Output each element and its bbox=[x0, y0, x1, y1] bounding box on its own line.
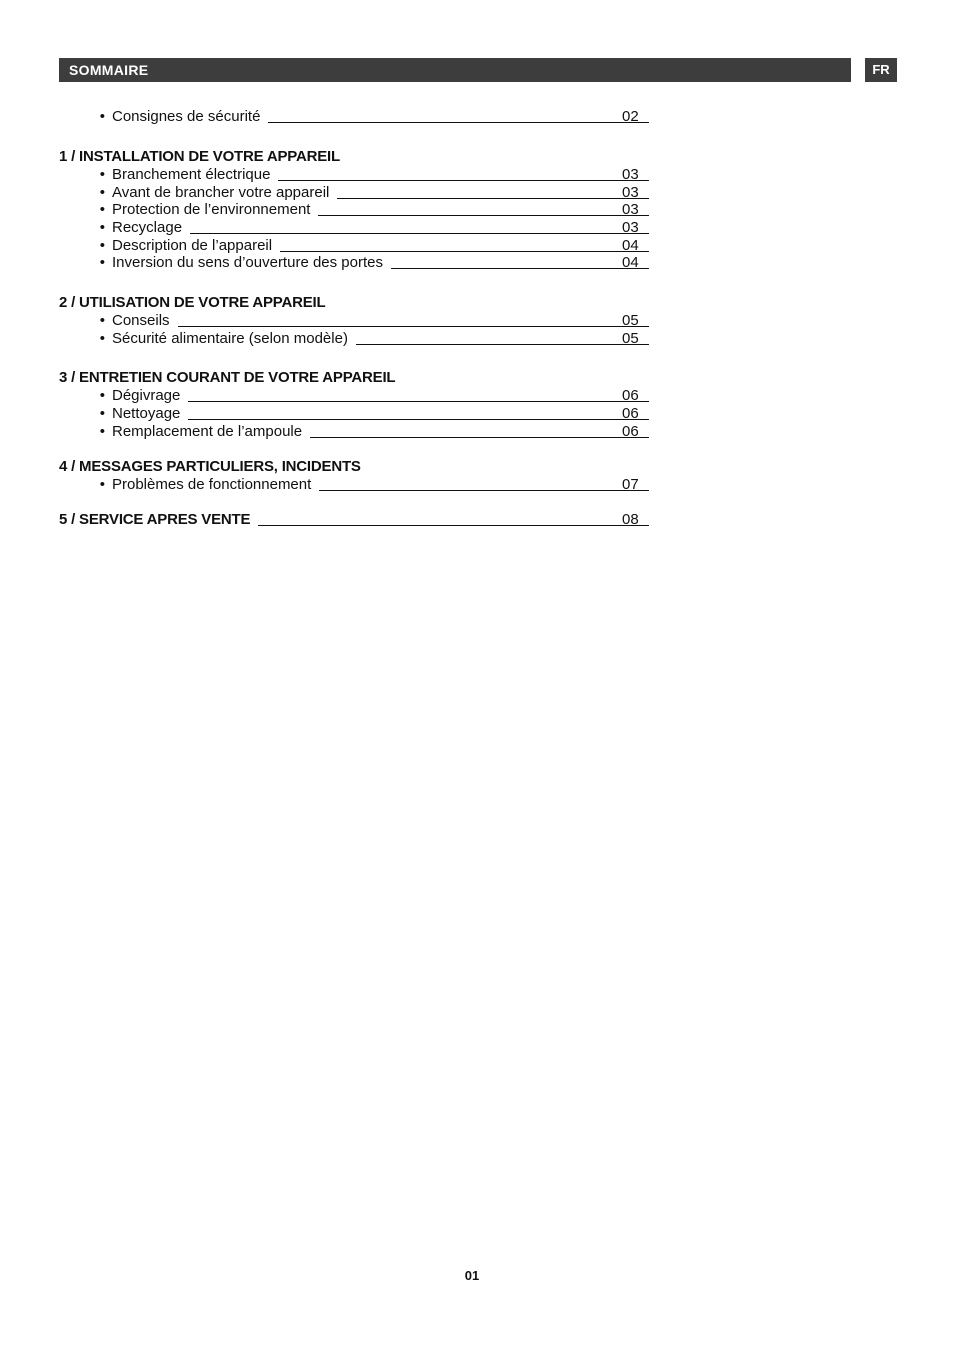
toc-entry[interactable]: • Protection de l’environnement 03 bbox=[59, 201, 649, 219]
toc-page: 05 bbox=[622, 330, 639, 347]
toc-page: 06 bbox=[622, 405, 639, 422]
section-header-bar bbox=[59, 58, 851, 82]
language-badge: FR bbox=[865, 58, 897, 82]
page-number: 01 bbox=[464, 1268, 480, 1283]
leader-line bbox=[278, 180, 649, 181]
toc-entry[interactable]: • Description de l’appareil 04 bbox=[59, 237, 649, 255]
toc-entry[interactable]: • Conseils 05 bbox=[59, 312, 649, 330]
leader-line bbox=[310, 437, 649, 438]
toc-entry[interactable]: • Inversion du sens d’ouverture des portes 04 bbox=[59, 254, 649, 272]
toc-section-title[interactable]: 4 / MESSAGES PARTICULIERS, INCIDENTS bbox=[59, 458, 361, 475]
toc-page: 08 bbox=[622, 511, 639, 528]
toc-entry[interactable]: • Nettoyage 06 bbox=[59, 405, 649, 423]
leader-line bbox=[188, 401, 649, 402]
toc-page: 03 bbox=[622, 166, 639, 183]
toc-entry[interactable]: • Problèmes de fonctionnement 07 bbox=[59, 476, 649, 494]
leader-line bbox=[178, 326, 649, 327]
toc-page: 04 bbox=[622, 237, 639, 254]
toc-entry[interactable]: • Recyclage 03 bbox=[59, 219, 649, 237]
toc-page: 03 bbox=[622, 219, 639, 236]
toc-page: 04 bbox=[622, 254, 639, 271]
header-title: SOMMAIRE bbox=[69, 62, 149, 78]
leader-line bbox=[337, 198, 649, 199]
leader-line bbox=[188, 419, 649, 420]
toc-section-title[interactable]: 5 / SERVICE APRES VENTE 08 bbox=[59, 511, 649, 529]
toc-entry[interactable]: • Sécurité alimentaire (selon modèle) 05 bbox=[59, 330, 649, 348]
toc-entry[interactable]: • Avant de brancher votre appareil 03 bbox=[59, 184, 649, 202]
toc-entry[interactable]: • Consignes de sécurité 02 bbox=[59, 108, 649, 126]
toc-entry[interactable]: • Remplacement de l’ampoule 06 bbox=[59, 423, 649, 441]
toc-page: 07 bbox=[622, 476, 639, 493]
toc-page: 05 bbox=[622, 312, 639, 329]
toc-page: 06 bbox=[622, 387, 639, 404]
toc-section-title[interactable]: 2 / UTILISATION DE VOTRE APPAREIL bbox=[59, 294, 326, 311]
toc-section-title[interactable]: 3 / ENTRETIEN COURANT DE VOTRE APPAREIL bbox=[59, 369, 396, 386]
leader-line bbox=[258, 525, 649, 526]
toc-page: 06 bbox=[622, 423, 639, 440]
leader-line bbox=[280, 251, 649, 252]
leader-line bbox=[190, 233, 649, 234]
toc-page: 02 bbox=[622, 108, 639, 125]
toc-entry[interactable]: • Branchement électrique 03 bbox=[59, 166, 649, 184]
toc-page: 03 bbox=[622, 184, 639, 201]
toc-section-title[interactable]: 1 / INSTALLATION DE VOTRE APPAREIL bbox=[59, 148, 340, 165]
leader-line bbox=[319, 490, 649, 491]
leader-line bbox=[356, 344, 649, 345]
toc-page: 03 bbox=[622, 201, 639, 218]
leader-line bbox=[391, 268, 649, 269]
toc-entry[interactable]: • Dégivrage 06 bbox=[59, 387, 649, 405]
leader-line bbox=[268, 122, 649, 123]
leader-line bbox=[318, 215, 649, 216]
